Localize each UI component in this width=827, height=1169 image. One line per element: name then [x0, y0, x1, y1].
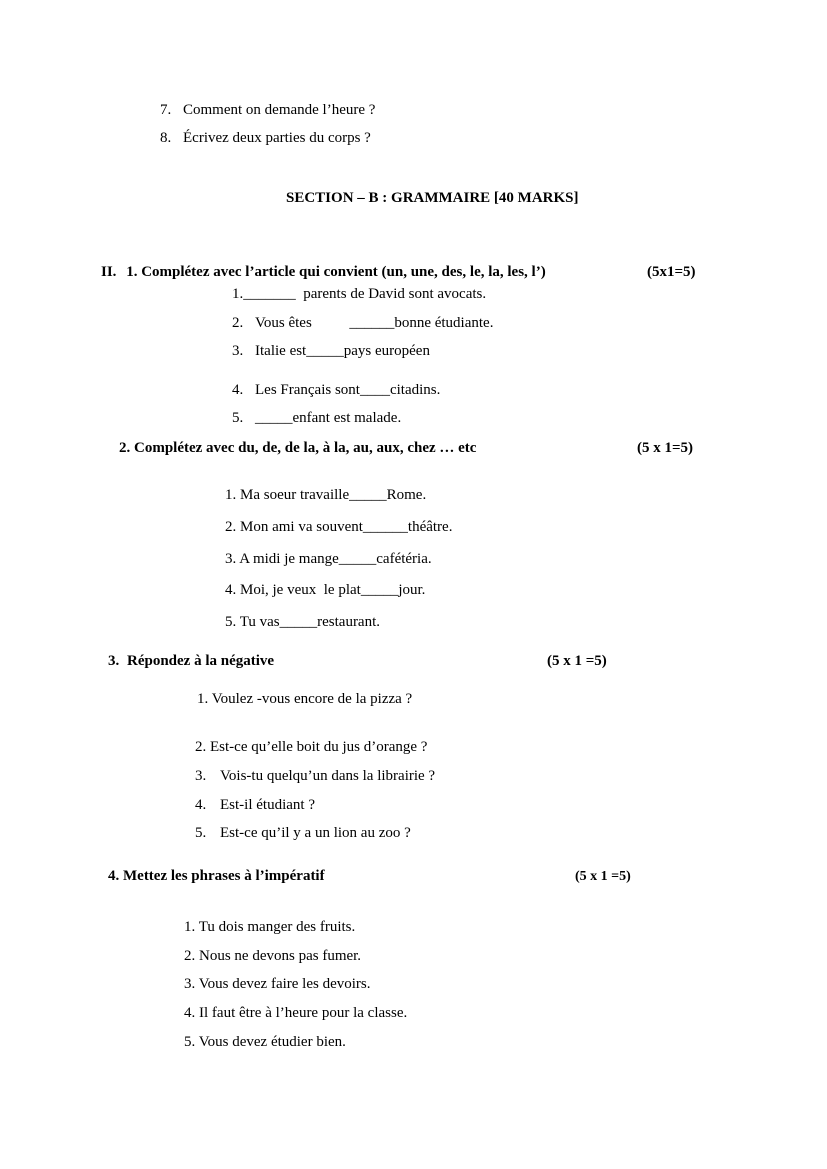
- item-text-after: Rome.: [386, 487, 427, 503]
- blank: _____: [306, 343, 344, 359]
- q3-instruction: Répondez à la négative: [127, 653, 275, 669]
- blank: ______: [349, 315, 395, 331]
- q1-item-4: [232, 381, 440, 399]
- item-text-after: enfant est malade.: [292, 410, 402, 426]
- q1-item-2: [232, 314, 493, 332]
- item-text-before: Vous êtes: [255, 315, 350, 331]
- item-number: 4.: [184, 1005, 196, 1021]
- blank: _____: [255, 410, 293, 426]
- item-text: Est-ce qu’elle boit du jus d’orange ?: [210, 739, 428, 755]
- question-text: Écrivez deux parties du corps ?: [183, 130, 371, 146]
- q1-instruction: 1. Complétez avec l’article qui convient (un, une, des, le, la, les, l’): [126, 264, 546, 280]
- q3-item-1: [197, 690, 412, 708]
- item-number: 1.: [184, 919, 196, 935]
- section-b-title: SECTION – B : GRAMMAIRE [40 MARKS]: [286, 190, 579, 206]
- item-text-after: cafétéria.: [376, 551, 432, 567]
- item-text-before: Moi, je veux le plat: [240, 582, 361, 598]
- q4-item-3: [184, 975, 371, 993]
- item-text-before: Ma soeur travaille: [240, 487, 350, 503]
- blank: _____: [360, 582, 399, 598]
- blank: ______: [362, 519, 408, 535]
- q4-item-1: [184, 918, 355, 936]
- item-number: 2.: [184, 948, 196, 964]
- q2-item-1: [225, 486, 426, 504]
- question-7: [160, 101, 375, 119]
- q2-item-5: [225, 613, 380, 631]
- item-text: Vous devez étudier bien.: [198, 1034, 346, 1050]
- q3-item-4: [195, 796, 315, 814]
- q4-item-2: [184, 947, 361, 965]
- item-number: 5.: [195, 825, 207, 841]
- item-number: 2.: [195, 739, 207, 755]
- question-number: 7.: [160, 102, 172, 118]
- item-text: Vois-tu quelqu’un dans la librairie ?: [220, 768, 436, 784]
- blank: ____: [359, 382, 390, 398]
- blank: _______: [243, 286, 296, 302]
- roman-numeral: II.: [101, 264, 117, 280]
- item-text: Nous ne devons pas fumer.: [199, 948, 362, 964]
- item-number: 4.: [225, 582, 237, 598]
- item-number: 1.: [225, 487, 237, 503]
- item-number: 4.: [195, 797, 207, 813]
- q2-marks: (5 x 1=5): [637, 440, 694, 456]
- q3-item-3: [195, 767, 435, 785]
- item-text-before: Italie est: [255, 343, 307, 359]
- item-text: Est-ce qu’il y a un lion au zoo ?: [220, 825, 411, 841]
- item-number: 4.: [232, 382, 244, 398]
- q2-instruction: 2. Complétez avec du, de, de la, à la, au, aux, chez … etc: [119, 440, 477, 456]
- item-number: 1.: [197, 691, 209, 707]
- item-text-after: citadins.: [389, 382, 441, 398]
- question-number: 3.: [108, 653, 120, 669]
- item-text-after: pays européen: [343, 343, 430, 359]
- item-text-after: bonne étudiante.: [394, 315, 494, 331]
- item-number: 1.: [232, 286, 244, 302]
- question-text: Comment on demande l’heure ?: [183, 102, 376, 118]
- blank: _____: [338, 551, 377, 567]
- item-number: 3.: [184, 976, 196, 992]
- q1-item-3: [232, 342, 430, 360]
- q1-item-5: [232, 409, 401, 427]
- item-text-before: Les Français sont: [255, 382, 360, 398]
- q1-heading: [101, 263, 546, 281]
- question-number: 8.: [160, 130, 172, 146]
- q4-instruction: 4. Mettez les phrases à l’impératif: [108, 868, 325, 884]
- question-8: [160, 129, 371, 147]
- item-number: 5.: [225, 614, 237, 630]
- q3-item-5: [195, 824, 411, 842]
- q1-item-1: [232, 285, 486, 303]
- item-number: 2.: [232, 315, 244, 331]
- item-text-after: restaurant.: [317, 614, 381, 630]
- item-text-before: Mon ami va souvent: [240, 519, 363, 535]
- blank: _____: [279, 614, 318, 630]
- item-text-after: jour.: [398, 582, 426, 598]
- item-text: Voulez -vous encore de la pizza ?: [211, 691, 413, 707]
- item-number: 3.: [225, 551, 237, 567]
- q4-item-5: [184, 1033, 346, 1051]
- item-number: 3.: [232, 343, 244, 359]
- item-text: Vous devez faire les devoirs.: [198, 976, 371, 992]
- item-text: Tu dois manger des fruits.: [198, 919, 356, 935]
- q1-marks: (5x1=5): [647, 264, 696, 280]
- item-number: 5.: [232, 410, 244, 426]
- q3-heading: [108, 652, 274, 670]
- q4-item-4: [184, 1004, 407, 1022]
- q3-item-2: [195, 738, 427, 756]
- item-text: Est-il étudiant ?: [220, 797, 315, 813]
- item-number: 5.: [184, 1034, 196, 1050]
- q4-marks: (5 x 1 =5): [575, 869, 631, 884]
- item-text-before: A midi je mange: [239, 551, 339, 567]
- item-text-before: Tu vas: [239, 614, 280, 630]
- q2-item-2: [225, 518, 452, 536]
- blank: _____: [349, 487, 387, 503]
- q2-item-4: [225, 581, 425, 599]
- q3-marks: (5 x 1 =5): [547, 653, 607, 669]
- item-text-after: théâtre.: [407, 519, 453, 535]
- item-number: 2.: [225, 519, 237, 535]
- item-text: Il faut être à l’heure pour la classe.: [199, 1005, 408, 1021]
- q2-item-3: [225, 550, 432, 568]
- item-number: 3.: [195, 768, 207, 784]
- item-text-after: parents de David sont avocats.: [295, 286, 487, 302]
